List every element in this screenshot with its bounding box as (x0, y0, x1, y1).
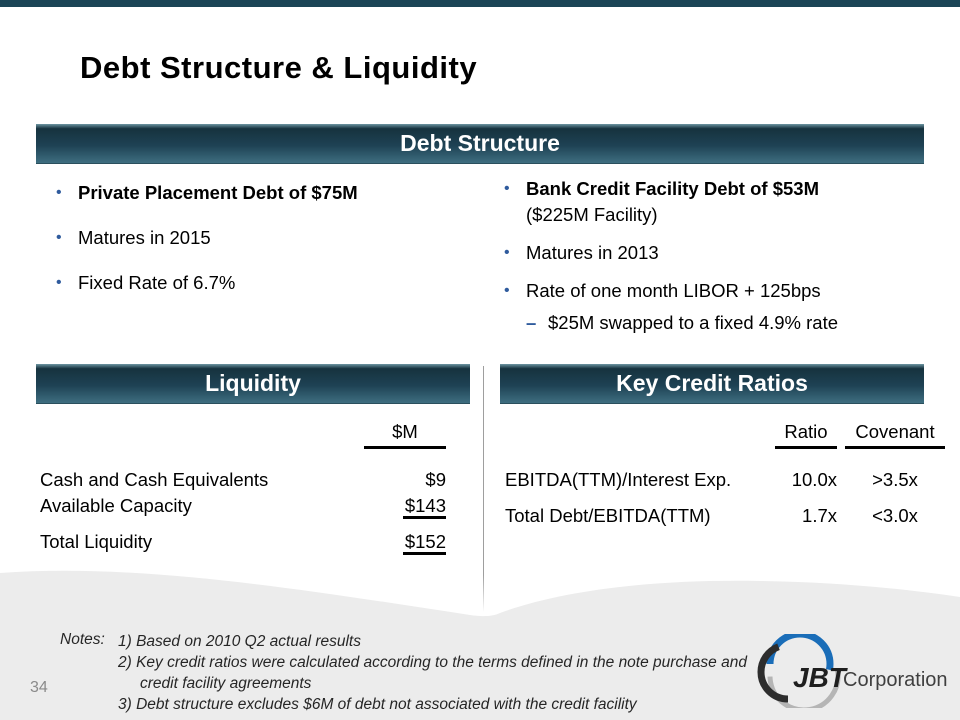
bullet-text: Matures in 2013 (526, 242, 659, 263)
bullet-matures-2015 (56, 225, 486, 251)
row-label: Available Capacity (40, 495, 192, 516)
bullet-icon: • (504, 282, 510, 299)
debt-structure-header-bar: Debt Structure (36, 124, 924, 164)
bullet-text: Private Placement Debt of $75M (78, 182, 358, 203)
bullet-private-placement (56, 180, 486, 206)
note-item: 3) Debt structure excludes $6M of debt not associated with the credit facility (118, 696, 637, 713)
logo-name-text: JBT (793, 662, 846, 693)
jbt-corporation-logo (700, 634, 950, 708)
bullet-matures-2013 (504, 240, 950, 266)
row-value: $9 (425, 469, 446, 490)
row-ratio: 10.0x (791, 469, 837, 490)
row-label: EBITDA(TTM)/Interest Exp. (505, 469, 732, 490)
row-value: $143 (364, 494, 446, 518)
sub-bullet-text: $25M swapped to a fixed 4.9% rate (548, 312, 839, 333)
debt-structure-left-column (56, 180, 486, 315)
column-header-covenant: Covenant (845, 420, 945, 449)
row-value: $152 (364, 530, 446, 554)
row-label: Total Debt/EBITDA(TTM) (505, 505, 711, 526)
bullet-icon: • (56, 229, 62, 246)
bullet-line2: ($225M Facility) (526, 204, 658, 225)
table-row (40, 530, 446, 554)
row-covenant: <3.0x (872, 505, 918, 526)
dash-icon: – (526, 312, 537, 333)
bullet-text (526, 176, 819, 228)
row-ratio: 1.7x (802, 505, 837, 526)
bullet-bank-credit (504, 176, 950, 228)
liquidity-table (40, 420, 446, 554)
key-credit-ratios-header-bar: Key Credit Ratios (500, 364, 924, 404)
bullet-icon: • (56, 184, 62, 201)
column-header-ratio: Ratio (775, 420, 837, 449)
table-row (505, 504, 945, 528)
table-row (505, 468, 945, 492)
bullet-libor-rate (504, 278, 950, 304)
table-row (40, 494, 446, 518)
note-item: 1) Based on 2010 Q2 actual results (118, 633, 361, 650)
bullet-text: Matures in 2015 (78, 227, 211, 248)
debt-structure-right-column (504, 176, 950, 336)
bullet-icon: • (504, 180, 510, 197)
bullet-icon: • (56, 274, 62, 291)
section-divider-line (483, 366, 484, 612)
liquidity-header-bar: Liquidity (36, 364, 470, 404)
liquidity-table-header (40, 420, 446, 449)
bullet-icon: • (504, 244, 510, 261)
notes-block (60, 631, 766, 715)
notes-label: Notes: (60, 631, 105, 648)
key-credit-ratios-table-header (505, 420, 945, 449)
table-row (40, 468, 446, 492)
column-header-m: $M (364, 420, 446, 449)
bullet-line1: Bank Credit Facility Debt of $53M (526, 178, 819, 199)
bullet-fixed-rate (56, 270, 486, 296)
bullet-text: Fixed Rate of 6.7% (78, 272, 236, 293)
key-credit-ratios-table (505, 420, 945, 528)
row-label: Total Liquidity (40, 531, 153, 552)
page-number: 34 (30, 679, 48, 696)
row-covenant: >3.5x (872, 469, 918, 490)
top-accent-strip (0, 0, 960, 7)
note-item: 2) Key credit ratios were calculated according to the terms defined in the note purchase and credit facility agreements (118, 654, 747, 692)
bullet-text: Rate of one month LIBOR + 125bps (526, 280, 821, 301)
sub-bullet-swap (526, 310, 950, 336)
logo-suffix-text: Corporation (843, 669, 948, 691)
page-title: Debt Structure & Liquidity (80, 50, 478, 85)
notes-list (118, 631, 766, 715)
row-label: Cash and Cash Equivalents (40, 469, 269, 490)
